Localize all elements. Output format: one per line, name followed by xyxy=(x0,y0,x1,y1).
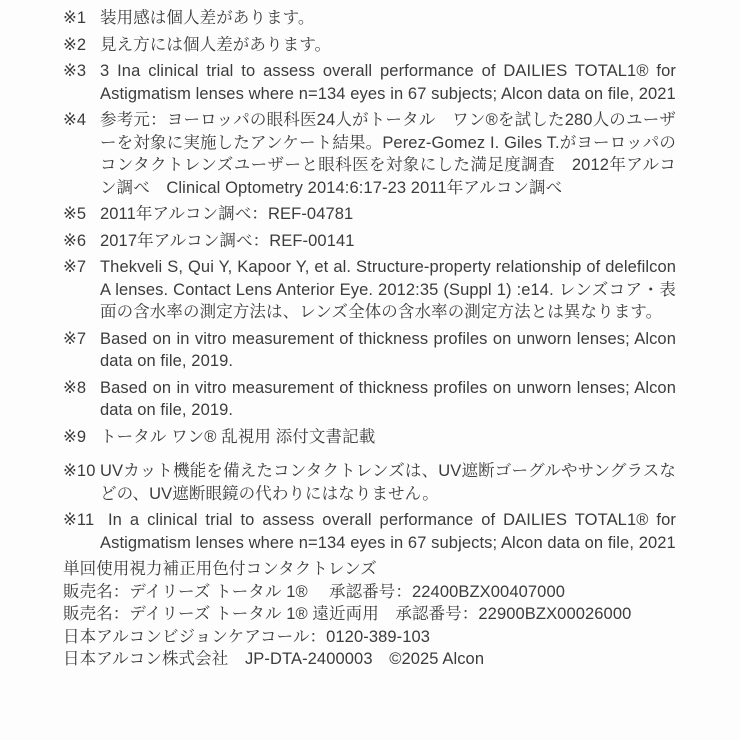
footnote-4 xyxy=(63,109,676,199)
footnote-2 xyxy=(63,34,676,57)
footnote-marker: ※5 xyxy=(63,205,87,223)
footnote-text: 3 Ina clinical trial to assess overall performance of DAILIES TOTAL1® for Astigmatism lenses where n=134 eyes in 67 subjects; Alcon data on file, 2021 xyxy=(100,62,676,103)
footnote-marker: ※4 xyxy=(63,111,87,129)
footnote-text: In a clinical trial to assess overall performance of DAILIES TOTAL1® for Astigmatism lenses where n=134 eyes in 67 subjects; Alcon data on file, 2021 xyxy=(100,511,676,552)
footnote-text: 見え方には個人差があります。 xyxy=(100,35,332,54)
footnote-marker: ※3 xyxy=(63,62,87,80)
footnote-text: 2017年アルコン調べ：REF-00141 xyxy=(100,231,355,250)
footnote-7b xyxy=(63,328,676,373)
footnote-text: トータル ワン® 乱視用 添付文書記載 xyxy=(100,427,376,446)
footnote-marker: ※10 xyxy=(63,462,96,480)
company-copyright-line: 日本アルコン株式会社 JP-DTA-2400003 ©2025 Alcon xyxy=(63,650,485,668)
footnote-text: Based on in vitro measurement of thickness profiles on unworn lenses; Alcon data on file, 2019. xyxy=(100,329,676,370)
legal-block xyxy=(63,558,676,671)
footnote-6 xyxy=(63,230,676,253)
footnote-text: Based on in vitro measurement of thickness profiles on unworn lenses; Alcon data on file, 2019. xyxy=(100,378,676,419)
footnote-text: 装用感は個人差があります。 xyxy=(100,9,315,27)
footnote-marker: ※1 xyxy=(63,9,87,27)
footnote-marker: ※7 xyxy=(63,329,87,348)
customer-care-phone-line: 日本アルコンビジョンケアコール：0120-389-103 xyxy=(63,627,431,646)
footnote-11 xyxy=(63,509,676,554)
footnote-9 xyxy=(63,426,676,449)
product-category-line: 単回使用視力補正用色付コンタクトレンズ xyxy=(63,560,377,578)
footnote-10 xyxy=(63,460,676,505)
footnote-marker: ※8 xyxy=(63,378,87,397)
footnote-1 xyxy=(63,7,676,30)
footnote-text: 2011年アルコン調べ：REF-04781 xyxy=(100,205,354,223)
footnote-marker: ※6 xyxy=(63,231,87,250)
footnote-marker: ※2 xyxy=(63,35,87,54)
footnote-8 xyxy=(63,377,676,422)
footnote-text: UVカット機能を備えたコンタクトレンズは、UV遮断ゴーグルやサングラスなどの、UV遮断眼鏡の代わりにはなりません。 xyxy=(100,462,676,503)
product-name-approval-line-1: 販売名：デイリーズ トータル 1® 承認番号：22400BZX00407000 xyxy=(63,582,565,601)
footnote-7a xyxy=(63,256,676,324)
footnote-text: Thekveli S, Qui Y, Kapoor Y, et al. Structure-property relationship of delefilcon A lenses. Contact Lens Anterior Eye. 2012:35 (Suppl 1) :e14. レンズコア・表面の含水率の測定方法は、レンズ全体の含水率の測定方法とは異なります。 xyxy=(100,258,676,321)
footnote-marker: ※7 xyxy=(63,258,87,276)
footnote-text: 参考元：ヨーロッパの眼科医24人がトータル ワン®を試した280人のユーザーを対象に実施したアンケート結果。Perez-Gomez I. Giles T.がヨーロッパのコンタクトレンズユーザーと眼科医を対象にした満足度調査 2012年アルコン調べ Clinical Optometry 2014:6:17-23 2011年アルコン調べ xyxy=(100,111,676,197)
footnote-5 xyxy=(63,203,676,226)
footnote-3 xyxy=(63,60,676,105)
footnote-list xyxy=(63,7,676,554)
product-name-approval-line-2: 販売名：デイリーズ トータル 1® 遠近両用 承認番号：22900BZX00026000 xyxy=(63,605,632,623)
footnote-marker: ※9 xyxy=(63,427,87,446)
footnote-marker: ※11 xyxy=(63,511,95,529)
